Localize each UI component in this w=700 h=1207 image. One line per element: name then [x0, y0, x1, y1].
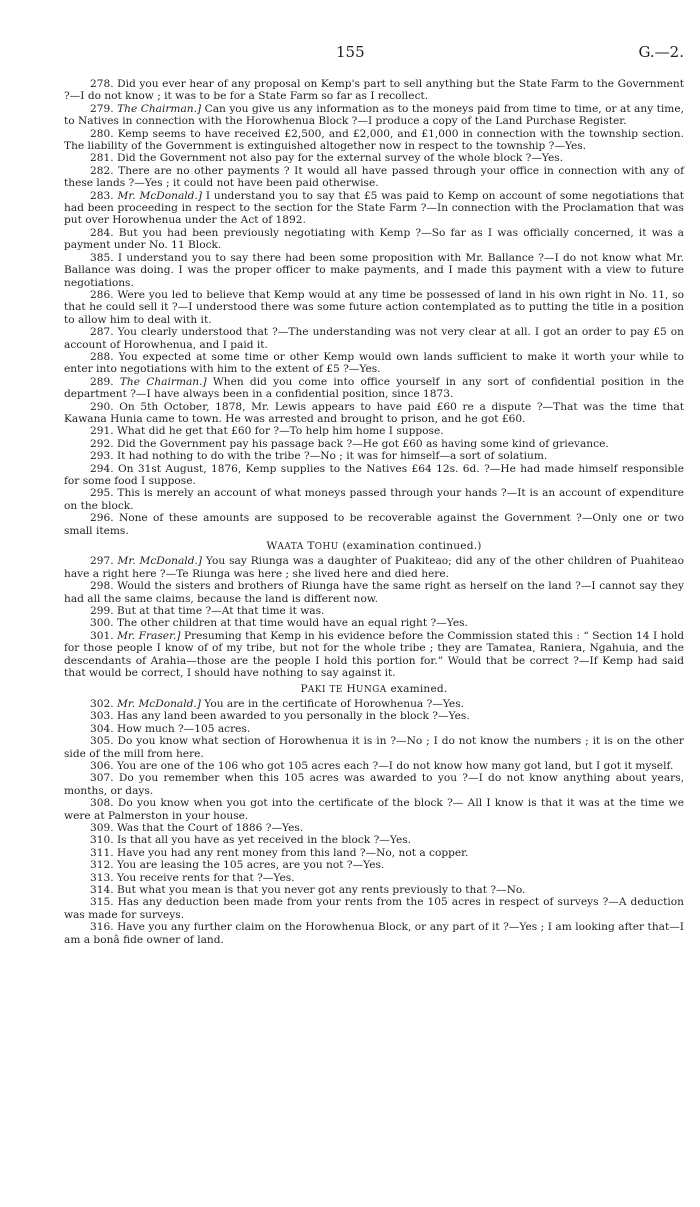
question-number: 293. — [90, 450, 114, 463]
question-number: 315. — [90, 896, 114, 909]
heading-rest: AATA — [277, 542, 304, 553]
question-answer-text: I understand you to say there had been some proposition with Mr. Ballance ?—I do not know what Mr. Ballance was doing. I was the proper officer to make payments, and I made this payment with a view to future negotiations. — [64, 251, 684, 289]
heading-rest: AKI TE — [307, 684, 343, 695]
question-answer-text: How much ?—105 acres. — [113, 722, 251, 735]
question-number: 297. — [90, 555, 114, 568]
question-answer-text: Were you led to believe that Kemp would at any time be possessed of land in his own right in No. 11, so that he could sell it ?—I understood there was some future action contemplated as to putting the title in a position to allow him to deal with it. — [64, 288, 684, 326]
question-answer-text: Has any land been awarded to you personally in the block ?—Yes. — [113, 710, 470, 723]
question-paragraph — [64, 723, 684, 735]
page-number: 155 — [336, 43, 365, 61]
question-answer-text: Would the sisters and brothers of Riunga have the same right as herself on the land ?—I cannot say they had all the same claims, because the land is different now. — [64, 580, 684, 605]
question-answer-text: Do you know when you got into the certificate of the block ?— All I know is that it was at the time we were at Palmerston in your house. — [64, 797, 684, 822]
question-number: 279. — [90, 102, 114, 115]
question-number: 310. — [90, 834, 114, 847]
question-answer-text: Has any deduction been made from your rents from the 105 acres in respect of surveys ?—A deduction was made for surveys. — [64, 896, 684, 921]
question-number: 296. — [90, 512, 114, 525]
question-number: 290. — [90, 400, 114, 413]
question-number: 286. — [90, 288, 114, 301]
page-header — [0, 43, 700, 66]
question-answer-text: Do you know what section of Horowhenua it is in ?—No ; I do not know the numbers ; it is on the other side of the mill from here. — [64, 735, 684, 760]
document-code: G.—2. — [638, 43, 684, 61]
question-number: 308. — [90, 797, 114, 810]
question-number: 284. — [90, 226, 114, 239]
question-answer-text: You are one of the 106 who got 105 acres each ?—I do not know how many got land, but I got it myself. — [113, 759, 674, 772]
heading-rest2: OHU — [314, 542, 339, 553]
question-answer-text: You are in the certificate of Horowhenua ?—Yes. — [200, 697, 464, 710]
question-paragraph — [64, 227, 684, 252]
question-answer-text: But what you mean is that you never got any rents previously to that ?—No. — [113, 884, 526, 896]
speaker-name: The Chairman.] — [117, 102, 202, 115]
question-answer-text: But at that time ?—At that time it was. — [113, 605, 325, 618]
heading-first: W — [266, 540, 278, 553]
witness-heading — [64, 540, 684, 553]
question-paragraph — [64, 872, 684, 884]
question-number: 306. — [90, 759, 114, 772]
question-paragraph — [64, 710, 684, 722]
speaker-name: Mr. McDonald.] — [117, 189, 202, 202]
question-answer-text: Do you remember when this 105 acres was awarded to you ?—I do not know anything about years, months, or days. — [64, 772, 684, 797]
question-number: 313. — [90, 871, 114, 884]
question-paragraph — [64, 921, 684, 946]
question-answer-text: Is that all you have as yet received in the block ?—Yes. — [113, 834, 412, 847]
question-number: 288. — [90, 350, 114, 363]
question-paragraph — [64, 834, 684, 846]
question-paragraph — [64, 772, 684, 797]
speaker-name: Mr. McDonald.] — [117, 555, 202, 568]
question-paragraph — [64, 165, 684, 190]
question-answer-text: Did you ever hear of any proposal on Kemp's part to sell anything but the State Farm to the Government ?—I do not know ; it was to be for a State Farm so far as I recollect. — [64, 78, 684, 103]
question-paragraph — [64, 847, 684, 859]
question-number: 298. — [90, 580, 114, 593]
question-paragraph — [64, 580, 684, 605]
question-number: 301. — [90, 629, 114, 642]
question-number: 305. — [90, 735, 114, 748]
question-answer-text: You clearly understood that ?—The understanding was not very clear at all. I got an order to pay £5 on account of Horowhenua, and I paid it. — [64, 326, 684, 351]
question-answer-text: Have you any further claim on the Horowhenua Block, or any part of it ?—Yes ; I am looking after that—I am a bonâ fide owner of land. — [64, 921, 684, 946]
question-number: 314. — [90, 884, 114, 896]
question-answer-text: What did he get that £60 for ?—To help him home I suppose. — [113, 425, 444, 438]
question-paragraph — [64, 401, 684, 426]
heading-tail: (examination continued.) — [338, 540, 482, 553]
question-answer-text: Presuming that Kemp in his evidence before the Commission stated this : “ Section 14 I hold for those people I know of of my tribe, but not for the whole tribe ; they are Tamatea, Raniera, Ngahuia, and the descendants of Arahia—those are the people I hold this portion for.” Would that be correct ?—If Kemp had said that would be correct, I should have nothing to say against it. — [64, 629, 685, 680]
question-number: 289. — [90, 375, 114, 388]
question-paragraph — [64, 376, 684, 401]
question-paragraph — [64, 463, 684, 488]
question-paragraph — [64, 617, 684, 629]
question-paragraph — [64, 859, 684, 871]
question-paragraph — [64, 190, 684, 227]
question-answer-text: Was that the Court of 1886 ?—Yes. — [113, 821, 304, 834]
question-answer-text: None of these amounts are supposed to be recoverable against the Government ?—Only one or two small items. — [64, 512, 684, 537]
question-answer-text: The other children at that time would have an equal right ?—Yes. — [113, 617, 468, 630]
question-answer-text: Did the Government pay his passage back ?—He got £60 as having some kind of grievance. — [113, 437, 609, 450]
question-answer-text: When did you come into office yourself in any sort of confidential position in the department ?—I have always been in a confidential position, since 1873. — [64, 375, 684, 401]
heading-first2: H — [346, 682, 356, 695]
question-paragraph — [64, 326, 684, 351]
question-number: 292. — [90, 437, 114, 450]
question-answer-text: Have you had any rent money from this land ?—No, not a copper. — [113, 846, 469, 859]
question-answer-text: Can you give us any information as to the moneys paid from time to time, or at any time, to Natives in connection with the Horowhenua Block ?—I produce a copy of the Land Purchase Register. — [64, 102, 684, 128]
question-paragraph — [64, 555, 684, 580]
question-answer-text: But you had been previously negotiating with Kemp ?—So far as I was officially concerned, it was a payment under No. 11 Block. — [64, 226, 684, 252]
question-number: 294. — [90, 462, 114, 475]
question-number: 307. — [90, 772, 114, 785]
question-answer-text: There are no other payments ? It would all have passed through your office in connection with any of these lands ?—Yes ; it could not have been paid otherwise. — [64, 164, 684, 190]
question-paragraph — [64, 450, 684, 462]
question-answer-text: On 5th October, 1878, Mr. Lewis appears to have paid £60 re a dispute ?—That was the time that Kawana Hunia came to town. He was arrested and brought to prison, and he got £60. — [64, 400, 684, 425]
heading-rest2: UNGA — [355, 684, 387, 695]
question-paragraph — [64, 487, 684, 512]
question-number: 287. — [90, 326, 114, 339]
document-body — [64, 78, 684, 946]
question-answer-text: On 31st August, 1876, Kemp supplies to the Natives £64 12s. 6d. ?—He had made himself responsible for some food I suppose. — [64, 462, 684, 487]
question-paragraph — [64, 438, 684, 450]
question-paragraph — [64, 605, 684, 617]
question-number: 302. — [90, 697, 114, 710]
question-answer-text: You receive rents for that ?—Yes. — [113, 871, 295, 884]
question-paragraph — [64, 760, 684, 772]
speaker-name: The Chairman.] — [119, 375, 207, 388]
question-paragraph — [64, 128, 684, 153]
witness-heading — [64, 683, 684, 696]
question-paragraph — [64, 735, 684, 760]
question-paragraph — [64, 698, 684, 710]
question-answer-text: Did the Government not also pay for the external survey of the whole block ?—Yes. — [113, 152, 564, 165]
question-number: 278. — [90, 78, 114, 90]
question-answer-text: This is merely an account of what moneys passed through your hands ?—It is an account of expenditure on the block. — [64, 487, 684, 512]
question-paragraph — [64, 103, 684, 128]
question-answer-text: It had nothing to do with the tribe ?—No ; it was for himself—a sort of solatium. — [113, 450, 548, 463]
question-number: 316. — [90, 921, 114, 934]
question-paragraph — [64, 425, 684, 437]
question-paragraph — [64, 152, 684, 164]
heading-first2: T — [307, 540, 315, 553]
question-paragraph — [64, 78, 684, 103]
question-number: 300. — [90, 617, 114, 630]
question-number: 295. — [90, 487, 114, 500]
question-paragraph — [64, 289, 684, 326]
heading-tail: examined. — [386, 682, 448, 695]
question-number: 281. — [90, 152, 114, 165]
speaker-name: Mr. McDonald.] — [116, 697, 201, 710]
question-number: 311. — [90, 846, 114, 859]
question-number: 283. — [90, 189, 114, 202]
question-number: 291. — [90, 425, 114, 438]
question-number: 312. — [90, 859, 114, 872]
question-answer-text: You are leasing the 105 acres, are you not ?—Yes. — [113, 859, 385, 872]
question-paragraph — [64, 351, 684, 376]
question-answer-text: You expected at some time or other Kemp would own lands sufficient to make it worth your while to enter into negotiations with him to the extent of £5 ?—Yes. — [64, 350, 684, 376]
speaker-name: Mr. Fraser.] — [117, 629, 181, 642]
question-number: 282. — [90, 164, 114, 177]
question-number: 299. — [90, 605, 114, 618]
question-answer-text: Kemp seems to have received £2,500, and £2,000, and £1,000 in connection with the township section. The liability of the Government is extinguished altogether now in respect to the township ?—Yes. — [64, 127, 684, 153]
question-paragraph — [64, 896, 684, 921]
question-number: 280. — [90, 127, 114, 140]
question-paragraph — [64, 884, 684, 896]
question-paragraph — [64, 512, 684, 537]
question-answer-text: You say Riunga was a daughter of Puakiteao; did any of the other children of Puahiteao have a right here ?—Te Riunga was here ; she lived here and died here. — [64, 555, 684, 580]
question-answer-text: I understand you to say that £5 was paid to Kemp on account of some negotiations that had been proceeding in respect to the section for the State Farm ?—In connection with the Proclamation that was put over Horowhenua under the Act of 1892. — [64, 189, 684, 227]
question-number: 385. — [90, 251, 114, 264]
question-paragraph — [64, 797, 684, 822]
question-paragraph — [64, 630, 684, 680]
heading-first: P — [300, 682, 308, 695]
question-number: 303. — [90, 710, 114, 723]
question-paragraph — [64, 822, 684, 834]
question-number: 309. — [90, 821, 114, 834]
question-number: 304. — [90, 722, 114, 735]
question-paragraph — [64, 252, 684, 289]
